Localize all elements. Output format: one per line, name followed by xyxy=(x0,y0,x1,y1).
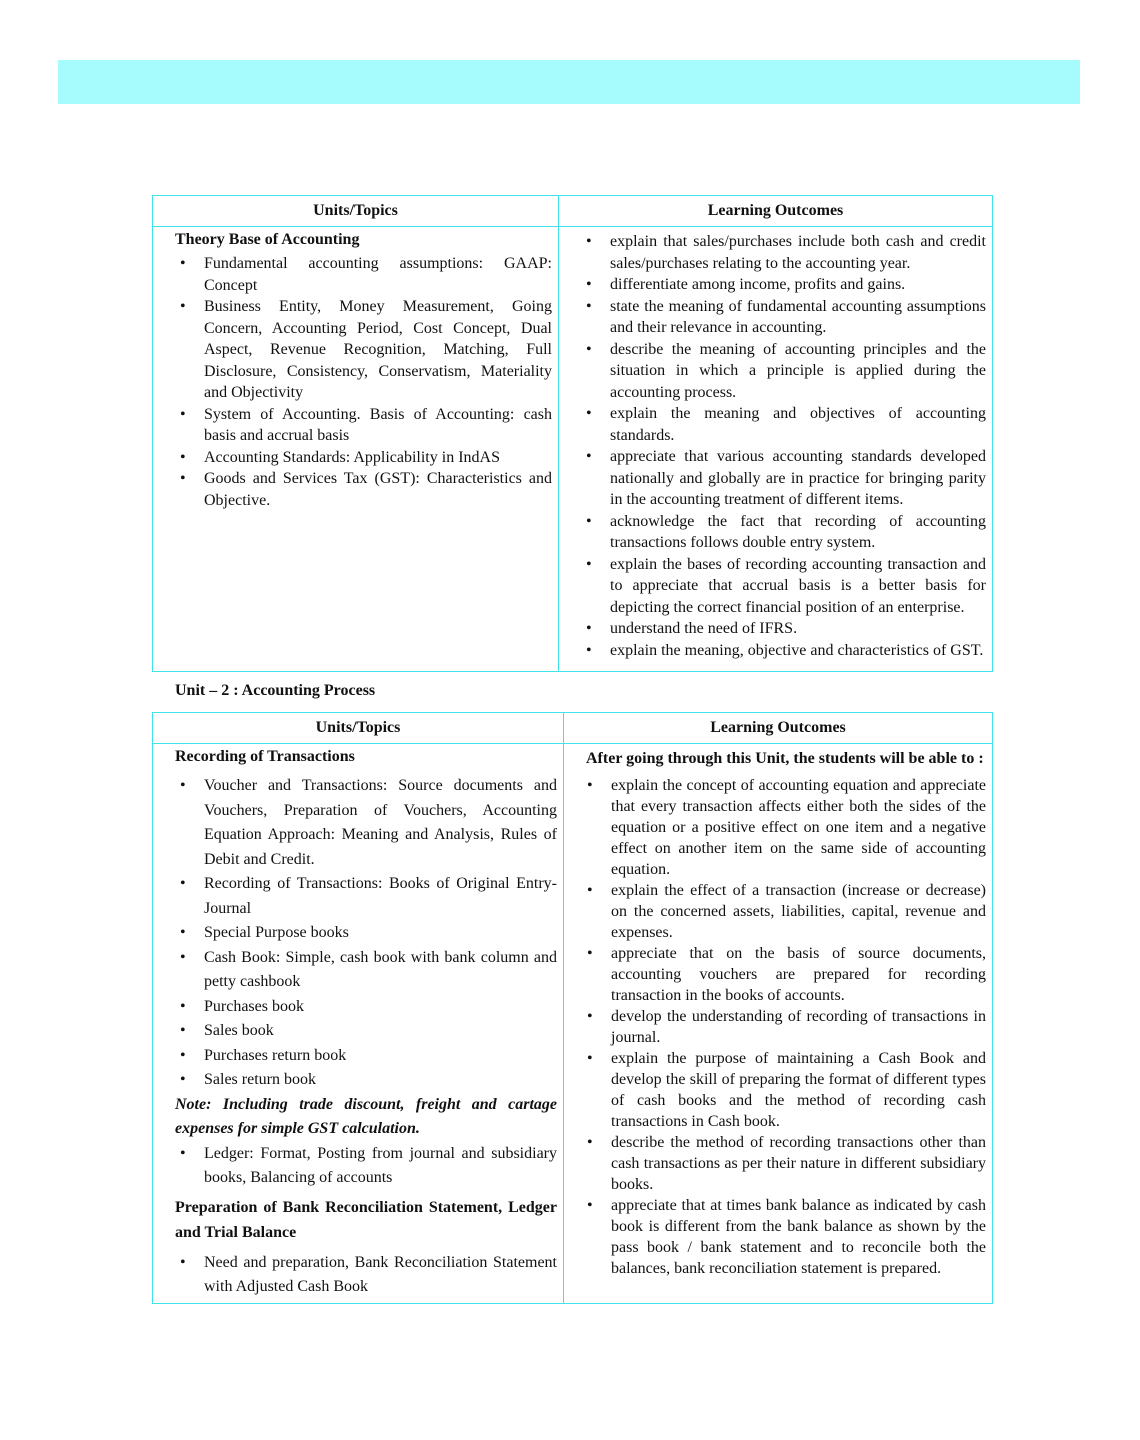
topic-heading: Theory Base of Accounting xyxy=(175,231,360,248)
list-item: • Special Purpose books xyxy=(204,921,557,946)
list-item: • Cash Book: Simple, cash book with bank column and petty cashbook xyxy=(204,946,557,995)
list-item: • explain the meaning, objective and characteristics of GST. xyxy=(610,640,986,662)
list-item: • describe the meaning of accounting principles and the situation in which a principle is applied during the accounting process. xyxy=(610,339,986,404)
list-item: • describe the method of recording transactions other than cash transactions as per their nature in different subsidiary books. xyxy=(611,1132,986,1195)
list-item: • state the meaning of fundamental accounting assumptions and their relevance in accounting. xyxy=(610,296,986,339)
topic-list xyxy=(175,1142,557,1191)
list-item: • System of Accounting. Basis of Accounting: cash basis and accrual basis xyxy=(204,404,552,447)
outcome-list xyxy=(585,231,986,661)
list-item: • differentiate among income, profits and gains. xyxy=(610,274,986,296)
list-item: • appreciate that on the basis of source documents, accounting vouchers are prepared for recording transaction in the books of accounts. xyxy=(611,943,986,1006)
note: Note: Including trade discount, freight and cartage expenses for simple GST calculation. xyxy=(175,1095,557,1137)
topic-heading: Recording of Transactions xyxy=(175,748,355,765)
list-item: • Ledger: Format, Posting from journal and subsidiary books, Balancing of accounts xyxy=(204,1142,557,1191)
list-item: • develop the understanding of recording of transactions in journal. xyxy=(611,1006,986,1048)
list-item: • appreciate that various accounting standards developed nationally and globally are in practice for bringing parity in the accounting treatment of different items. xyxy=(610,446,986,511)
topic-heading: Preparation of Bank Reconciliation Statement, Ledger and Trial Balance xyxy=(175,1198,557,1241)
header-learning-outcomes: Learning Outcomes xyxy=(559,196,993,227)
list-item: • explain the meaning and objectives of accounting standards. xyxy=(610,403,986,446)
list-item: • Fundamental accounting assumptions: GAAP: Concept xyxy=(204,253,552,296)
header-units-topics: Units/Topics xyxy=(153,196,559,227)
outcomes-intro: After going through this Unit, the students will be able to : xyxy=(586,750,984,767)
topic-list xyxy=(175,253,552,511)
topic-list xyxy=(175,1251,557,1300)
list-item: • Purchases book xyxy=(204,995,557,1020)
list-item: • Voucher and Transactions: Source documents and Vouchers, Preparation of Vouchers, Accounting Equation Approach: Meaning and Analysis, Rules of Debit and Credit. xyxy=(204,774,557,872)
list-item: • Accounting Standards: Applicability in IndAS xyxy=(204,447,552,469)
list-item: • Need and preparation, Bank Reconciliation Statement with Adjusted Cash Book xyxy=(204,1251,557,1300)
list-item: • Sales return book xyxy=(204,1068,557,1093)
list-item: • understand the need of IFRS. xyxy=(610,618,986,640)
list-item: • Business Entity, Money Measurement, Going Concern, Accounting Period, Cost Concept, Dual Aspect, Revenue Recognition, Matching, Full Disclosure, Consistency, Conservatism, Materiality and Objectivity xyxy=(204,296,552,404)
list-item: • Recording of Transactions: Books of Original Entry- Journal xyxy=(204,872,557,921)
header-banner xyxy=(58,60,1080,104)
unit2-label: Unit – 2 : Accounting Process xyxy=(175,682,376,699)
list-item: • explain the bases of recording accounting transaction and to appreciate that accrual basis is a better basis for depicting the correct financial position of an enterprise. xyxy=(610,554,986,619)
list-item: • acknowledge the fact that recording of accounting transactions follows double entry system. xyxy=(610,511,986,554)
outcome-list xyxy=(586,775,986,1279)
list-item: • explain that sales/purchases include both cash and credit sales/purchases relating to the accounting year. xyxy=(610,231,986,274)
list-item: • appreciate that at times bank balance as indicated by cash book is different from the bank balance as shown by the pass book / bank statement and to reconcile both the balances, bank reconciliation statement is prepared. xyxy=(611,1195,986,1279)
list-item: • explain the purpose of maintaining a Cash Book and develop the skill of preparing the format of different types of cash books and the method of recording cash transactions in Cash book. xyxy=(611,1048,986,1132)
list-item: • Sales book xyxy=(204,1019,557,1044)
list-item: • explain the effect of a transaction (increase or decrease) on the concerned assets, liabilities, capital, revenue and expenses. xyxy=(611,880,986,943)
unit1-table xyxy=(152,195,993,672)
unit2-table xyxy=(152,712,993,1304)
topic-list xyxy=(175,774,557,1093)
list-item: • Goods and Services Tax (GST): Characteristics and Objective. xyxy=(204,468,552,511)
list-item: • explain the concept of accounting equation and appreciate that every transaction affects either both the sides of the equation or a positive effect on one item and a negative effect on another item on the same side of accounting equation. xyxy=(611,775,986,880)
header-learning-outcomes: Learning Outcomes xyxy=(564,713,993,744)
list-item: • Purchases return book xyxy=(204,1044,557,1069)
header-units-topics: Units/Topics xyxy=(153,713,564,744)
